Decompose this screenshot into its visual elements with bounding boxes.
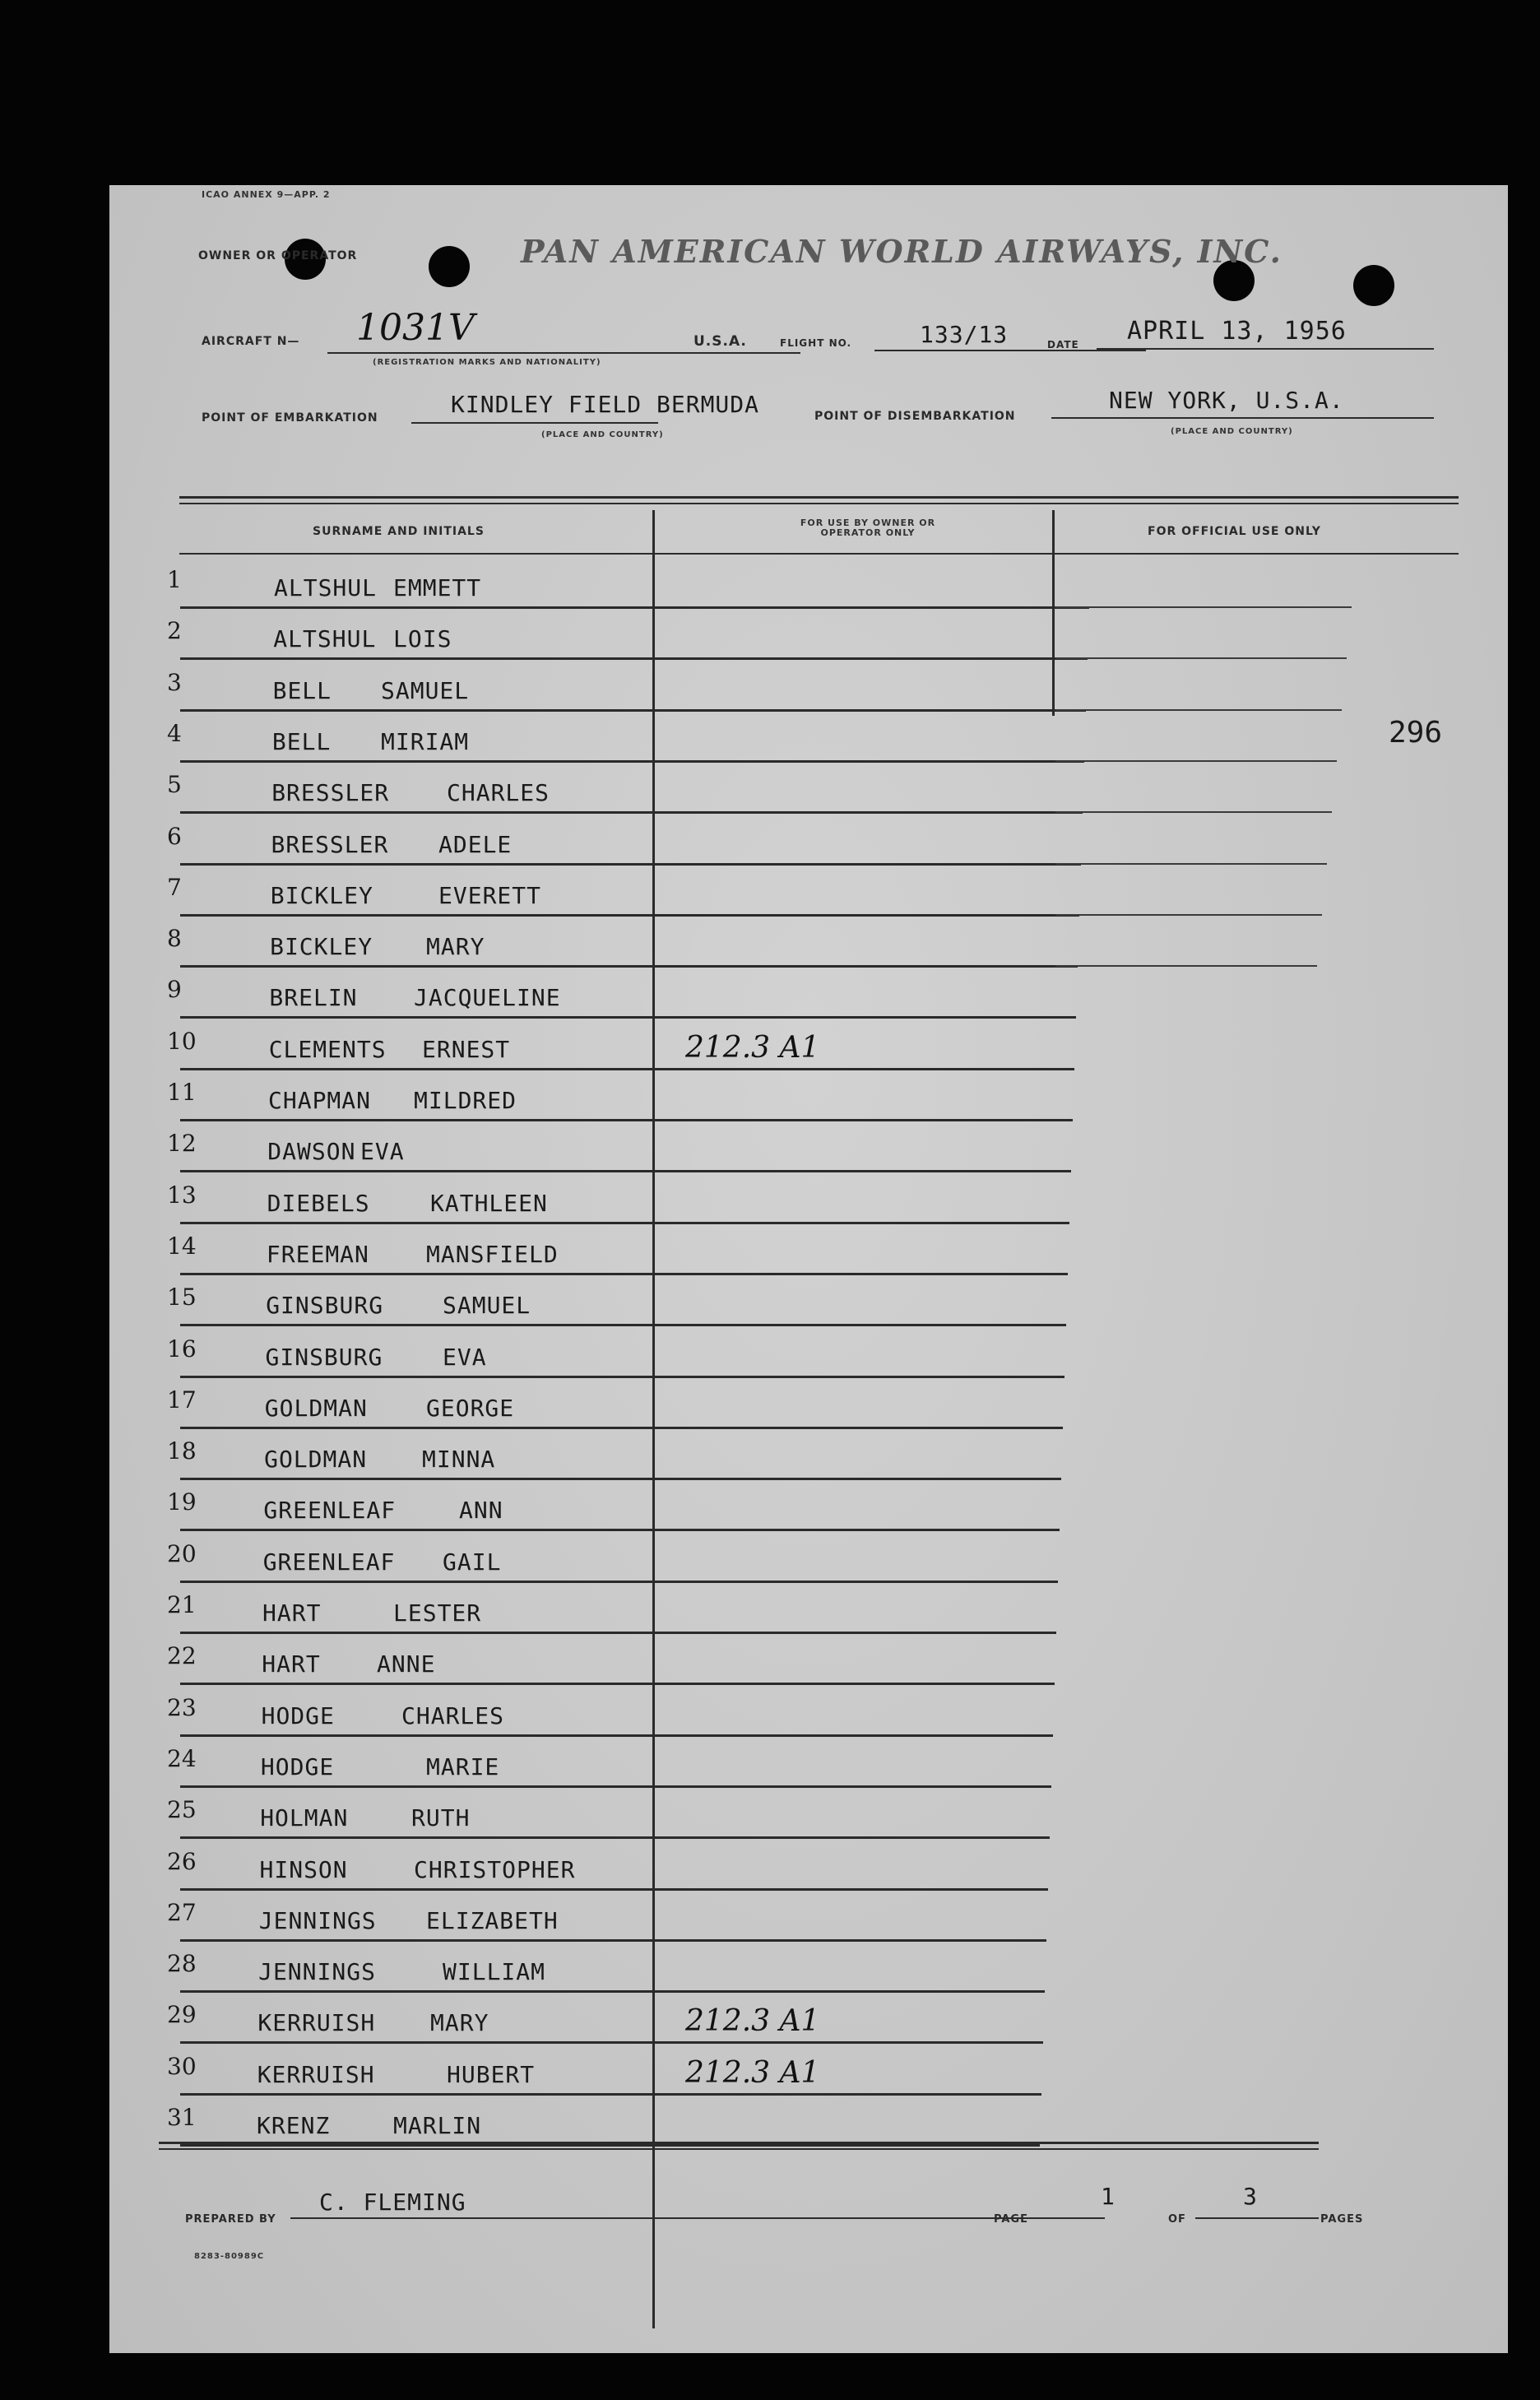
embarkation-value: KINDLEY FIELD BERMUDA — [451, 391, 760, 418]
column-separator — [652, 510, 655, 2328]
row-number: 22 — [167, 1642, 197, 1670]
passenger-surname: ALTSHUL — [274, 574, 378, 601]
row-rule — [180, 1427, 1063, 1429]
row-rule — [180, 1376, 1065, 1378]
row-number: 12 — [167, 1130, 197, 1158]
passenger-surname: GOLDMAN — [264, 1394, 368, 1422]
registration-caption: (REGISTRATION MARKS AND NATIONALITY) — [373, 358, 601, 367]
row-number: 14 — [167, 1232, 197, 1260]
row-number: 15 — [167, 1284, 197, 1311]
passenger-surname: DIEBELS — [267, 1189, 370, 1217]
row-rule — [180, 811, 1083, 814]
row-number: 21 — [167, 1591, 197, 1618]
row-rule — [180, 1888, 1048, 1891]
row-number: 30 — [167, 2052, 197, 2080]
passenger-surname: BICKLEY — [270, 933, 373, 961]
passenger-surname: BRESSLER — [271, 779, 390, 807]
disembarkation-value: NEW YORK, U.S.A. — [1109, 387, 1344, 414]
passenger-surname: KERRUISH — [257, 2009, 376, 2037]
row-number: 25 — [167, 1796, 197, 1824]
company-name: PAN AMERICAN WORLD AIRWAYS, INC. — [521, 233, 1283, 270]
form-number: 8283-80989C — [194, 2252, 265, 2261]
passenger-given-name: EVA — [443, 1343, 487, 1371]
passenger-given-name: MARY — [430, 2009, 489, 2037]
prepared-by-label: PREPARED BY — [185, 2213, 276, 2226]
passenger-given-name: ELIZABETH — [426, 1906, 559, 1934]
row-number: 29 — [167, 2001, 197, 2029]
column-header-owner-use: FOR USE BY OWNER OR OPERATOR ONLY — [800, 518, 936, 538]
passenger-surname: HART — [262, 1650, 321, 1678]
official-row-rule — [1055, 811, 1332, 813]
passenger-surname: HINSON — [259, 1855, 348, 1883]
owner-note: 212.3 A1 — [685, 2004, 820, 2039]
passenger-given-name: CHRISTOPHER — [414, 1855, 576, 1883]
aircraft-value: 1031V — [356, 307, 475, 349]
passenger-surname: ALTSHUL — [273, 625, 377, 653]
column-header-surname: SURNAME AND INITIALS — [313, 525, 485, 538]
passenger-given-name: LOIS — [393, 625, 452, 653]
prepared-by-value: C. FLEMING — [319, 2189, 466, 2216]
row-rule — [180, 863, 1081, 866]
passenger-surname: GOLDMAN — [264, 1446, 368, 1474]
row-number: 3 — [167, 668, 182, 696]
row-rule — [180, 1939, 1046, 1942]
manifest-page — [109, 185, 1508, 2353]
row-rule — [180, 1581, 1058, 1583]
row-number: 18 — [167, 1437, 197, 1465]
official-row-rule — [1055, 965, 1317, 967]
column-header-official: FOR OFFICIAL USE ONLY — [1148, 525, 1321, 538]
passenger-surname: KERRUISH — [257, 2060, 375, 2088]
passenger-given-name: HUBERT — [447, 2060, 536, 2088]
row-number: 11 — [167, 1079, 197, 1106]
passenger-given-name: MINNA — [422, 1446, 496, 1474]
punch-hole-icon — [429, 246, 470, 287]
official-row-rule — [1055, 760, 1337, 762]
passenger-given-name: ADELE — [438, 830, 513, 858]
passenger-surname: HART — [262, 1599, 322, 1627]
embarkation-caption: (PLACE AND COUNTRY) — [541, 430, 664, 439]
passenger-given-name: ANN — [459, 1497, 503, 1525]
passenger-surname: BELL — [271, 727, 332, 755]
passenger-surname: GREENLEAF — [263, 1497, 397, 1525]
passenger-given-name: EVERETT — [438, 881, 542, 909]
passenger-surname: JENNINGS — [258, 1906, 377, 1934]
passenger-given-name: MILDRED — [414, 1087, 517, 1114]
owner-note: 212.3 A1 — [685, 1030, 820, 1065]
row-rule — [180, 1170, 1071, 1172]
row-rule — [180, 657, 1088, 660]
owner-label: OWNER OR OPERATOR — [198, 249, 358, 262]
passenger-surname: BRELIN — [269, 984, 358, 1012]
official-row-rule — [1055, 914, 1322, 916]
passenger-given-name: RUTH — [411, 1804, 471, 1832]
passenger-surname: FREEMAN — [266, 1240, 369, 1268]
owner-note: 212.3 A1 — [685, 2055, 820, 2090]
passenger-given-name: MANSFIELD — [426, 1240, 559, 1268]
flight-date: APRIL 13, 1956 — [1127, 317, 1347, 346]
row-rule — [180, 1222, 1069, 1224]
row-rule — [180, 1632, 1056, 1634]
passenger-surname: GINSBURG — [266, 1292, 384, 1320]
passenger-surname: BELL — [272, 676, 332, 704]
passenger-given-name: SAMUEL — [381, 676, 470, 704]
row-number: 17 — [167, 1386, 197, 1414]
passenger-given-name: GEORGE — [426, 1394, 515, 1422]
page-number: 1 — [1101, 2183, 1116, 2210]
row-rule — [180, 1990, 1045, 1993]
row-rule — [180, 606, 1089, 609]
passenger-given-name: GAIL — [443, 1548, 502, 1576]
passenger-given-name: KATHLEEN — [430, 1189, 548, 1217]
passenger-surname: BRESSLER — [271, 830, 389, 858]
passenger-given-name: WILLIAM — [443, 1958, 546, 1986]
passenger-surname: HOLMAN — [260, 1804, 349, 1832]
of-label: OF — [1168, 2213, 1186, 2226]
row-number: 8 — [167, 925, 182, 953]
row-number: 4 — [167, 719, 182, 747]
row-rule — [180, 1068, 1074, 1070]
passenger-given-name: LESTER — [393, 1599, 482, 1627]
row-number: 13 — [167, 1181, 197, 1209]
row-rule — [180, 914, 1079, 917]
row-number: 9 — [167, 976, 182, 1004]
row-number: 19 — [167, 1488, 197, 1516]
passenger-surname: JENNINGS — [258, 1958, 376, 1986]
passenger-given-name: MARY — [426, 933, 485, 961]
row-number: 6 — [167, 822, 182, 850]
row-rule — [180, 1785, 1051, 1788]
page-label: PAGE — [994, 2213, 1028, 2226]
passenger-surname: GREENLEAF — [262, 1548, 396, 1576]
row-rule — [180, 1529, 1060, 1531]
passenger-given-name: CHARLES — [447, 779, 550, 807]
passenger-given-name: ERNEST — [422, 1035, 511, 1063]
passenger-surname: HODGE — [261, 1701, 335, 1729]
passenger-given-name: SAMUEL — [443, 1292, 531, 1320]
passenger-surname: CLEMENTS — [268, 1035, 387, 1063]
pages-label: PAGES — [1320, 2213, 1364, 2226]
row-number: 2 — [167, 617, 182, 645]
passenger-given-name: ANNE — [377, 1650, 436, 1678]
usa-label: U.S.A. — [693, 333, 747, 350]
row-number: 28 — [167, 1950, 197, 1978]
annex-reference: ICAO ANNEX 9—APP. 2 — [202, 189, 331, 200]
row-rule — [180, 1478, 1061, 1480]
passenger-given-name: MIRIAM — [381, 727, 470, 755]
row-rule — [180, 1273, 1068, 1275]
passenger-given-name: EMMETT — [393, 574, 482, 601]
passenger-given-name: EVA — [360, 1138, 405, 1166]
official-row-rule — [1055, 863, 1327, 865]
total-pages: 3 — [1243, 2183, 1258, 2210]
official-row-rule — [1055, 606, 1352, 608]
column-separator — [1052, 510, 1055, 716]
passenger-surname: GINSBURG — [265, 1343, 383, 1371]
passenger-surname: BICKLEY — [270, 881, 373, 909]
row-number: 20 — [167, 1539, 197, 1567]
official-row-rule — [1055, 657, 1347, 659]
row-rule — [180, 709, 1086, 712]
embarkation-label: POINT OF EMBARKATION — [202, 411, 378, 425]
passenger-given-name: JACQUELINE — [414, 984, 561, 1012]
row-rule — [180, 2041, 1043, 2044]
passenger-given-name: CHARLES — [401, 1701, 505, 1729]
disembarkation-caption: (PLACE AND COUNTRY) — [1171, 427, 1293, 436]
row-number: 5 — [167, 771, 182, 799]
row-number: 23 — [167, 1693, 197, 1721]
row-rule — [180, 1119, 1073, 1121]
row-rule — [180, 1016, 1076, 1019]
date-label: DATE — [1047, 339, 1079, 350]
row-number: 16 — [167, 1335, 197, 1362]
passenger-surname: HODGE — [260, 1752, 335, 1780]
row-rule — [180, 2144, 1040, 2147]
passenger-given-name: MARLIN — [393, 2112, 482, 2139]
row-number: 7 — [167, 873, 182, 901]
row-rule — [180, 965, 1078, 968]
row-rule — [180, 1734, 1053, 1737]
flight-label: FLIGHT NO. — [780, 337, 852, 349]
passenger-surname: CHAPMAN — [268, 1087, 372, 1114]
passenger-given-name: MARIE — [426, 1752, 500, 1780]
row-rule — [180, 2093, 1041, 2096]
row-number: 10 — [167, 1027, 197, 1055]
row-number: 24 — [167, 1744, 197, 1772]
passenger-surname: DAWSON — [267, 1138, 356, 1166]
row-number: 27 — [167, 1898, 197, 1926]
disembarkation-label: POINT OF DISEMBARKATION — [814, 410, 1016, 423]
row-rule — [180, 760, 1084, 763]
stamp-number: 296 — [1389, 716, 1443, 750]
punch-hole-icon — [1353, 265, 1394, 306]
row-rule — [180, 1683, 1055, 1685]
passenger-surname: KRENZ — [257, 2112, 331, 2139]
row-number: 31 — [167, 2104, 197, 2131]
row-rule — [180, 1324, 1066, 1326]
row-rule — [180, 1836, 1050, 1839]
official-row-rule — [1055, 709, 1342, 711]
aircraft-label: AIRCRAFT N— — [202, 335, 300, 348]
row-number: 26 — [167, 1847, 197, 1875]
row-number: 1 — [167, 566, 182, 593]
flight-number: 133/13 — [920, 321, 1009, 348]
